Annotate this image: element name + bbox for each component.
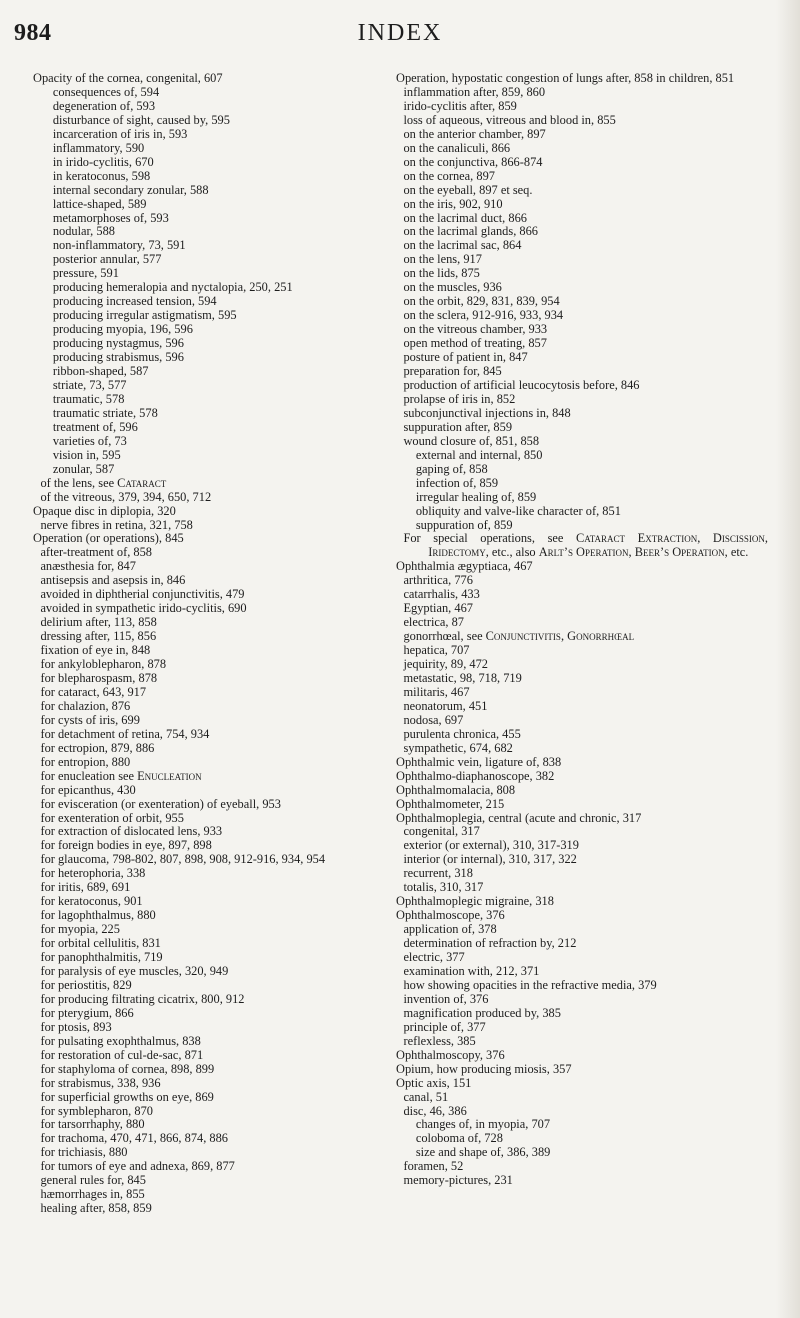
index-entry: zonular, 587 bbox=[52, 461, 115, 476]
index-entry: examination with, 212, 371 bbox=[403, 964, 540, 978]
index-entry: for paralysis of eye muscles, 320, 949 bbox=[40, 964, 229, 978]
index-entry: changes of, in myopia, 707 bbox=[415, 1117, 551, 1132]
index-entry: anæsthesia for, 847 bbox=[40, 559, 136, 574]
index-entry: producing strabismus, 596 bbox=[52, 350, 184, 365]
index-entry: determination of refraction by, 212 bbox=[403, 936, 577, 951]
index-entry: electric, 377 bbox=[403, 950, 465, 965]
index-entry: for producing filtrating cicatrix, 800, 912 bbox=[40, 991, 245, 1006]
index-entry: for lagophthalmus, 880 bbox=[40, 908, 156, 923]
index-entry: wound closure of, 851, 858 bbox=[403, 433, 540, 448]
index-entry: metastatic, 98, 718, 719 bbox=[403, 670, 522, 685]
index-entry: on the cornea, 897 bbox=[403, 168, 495, 183]
index-entry: for evisceration (or exenteration) of eyeball, 953 bbox=[40, 796, 281, 811]
index-entry: traumatic striate, 578 bbox=[52, 405, 158, 420]
index-entry: on the anterior chamber, 897 bbox=[403, 126, 546, 141]
index-entry: on the lacrimal glands, 866 bbox=[403, 224, 538, 239]
index-entry: for detachment of retina, 754, 934 bbox=[40, 726, 210, 741]
index-entry: Ophthalmoplegia, central (acute and chronic, 317 bbox=[396, 810, 642, 825]
running-title: INDEX bbox=[357, 20, 443, 46]
index-entry: principle of, 377 bbox=[403, 1019, 486, 1034]
index-entry: how showing opacities in the refractive media, 379 bbox=[403, 977, 657, 992]
index-entry: for epicanthus, 430 bbox=[40, 782, 136, 797]
index-entry: purulenta chronica, 455 bbox=[403, 726, 521, 741]
index-entry: nodular, 588 bbox=[52, 224, 115, 239]
index-entry: subconjunctival injections in, 848 bbox=[403, 405, 571, 420]
index-entry: totalis, 310, 317 bbox=[403, 880, 484, 895]
index-entry: for orbital cellulitis, 831 bbox=[40, 936, 161, 951]
index-entry: irido-cyclitis after, 859 bbox=[403, 98, 517, 113]
index-entry: Optic axis, 151 bbox=[396, 1075, 472, 1090]
index-entry: militaris, 467 bbox=[403, 684, 470, 699]
index-entry: vision in, 595 bbox=[52, 447, 121, 462]
index-entry: for ptosis, 893 bbox=[40, 1019, 112, 1034]
index-entry: producing irregular astigmatism, 595 bbox=[52, 308, 237, 323]
index-entry: nerve fibres in retina, 321, 758 bbox=[40, 517, 193, 532]
index-entry: Ophthalmoplegic migraine, 318 bbox=[396, 894, 554, 909]
index-entry: consequences of, 594 bbox=[52, 84, 160, 99]
index-entry: Ophthalmia ægyptiaca, 467 bbox=[396, 559, 533, 574]
index-entry: preparation for, 845 bbox=[403, 364, 502, 379]
index-entry: Opium, how producing miosis, 357 bbox=[396, 1061, 572, 1076]
index-entry: avoided in sympathetic irido-cyclitis, 690 bbox=[40, 601, 247, 616]
index-entry: for ankyloblepharon, 878 bbox=[40, 657, 167, 672]
index-entry: nodosa, 697 bbox=[403, 712, 464, 727]
index-entry: for periostitis, 829 bbox=[40, 977, 132, 992]
index-entry: internal secondary zonular, 588 bbox=[52, 182, 209, 197]
index-entry: on the iris, 902, 910 bbox=[403, 196, 503, 211]
index-entry: ribbon-shaped, 587 bbox=[52, 364, 149, 379]
index-entry: healing after, 858, 859 bbox=[40, 1201, 152, 1216]
index-entry: prolapse of iris in, 852 bbox=[403, 391, 516, 406]
index-entry: for foreign bodies in eye, 897, 898 bbox=[40, 838, 212, 853]
index-entry: gonorrhœal, see Conjunctivitis, Gonorrhœal bbox=[403, 629, 635, 644]
index-entry: degeneration of, 593 bbox=[52, 98, 156, 113]
index-entry: canal, 51 bbox=[403, 1089, 449, 1104]
index-entry: incarceration of iris in, 593 bbox=[52, 126, 188, 141]
index-entry: on the sclera, 912-916, 933, 934 bbox=[403, 308, 564, 323]
index-entry: arthritica, 776 bbox=[403, 573, 473, 588]
cross-reference: Enucleation bbox=[137, 768, 202, 783]
index-entry: disturbance of sight, caused by, 595 bbox=[52, 112, 230, 127]
index-entry: neonatorum, 451 bbox=[403, 698, 488, 713]
index-entry: on the lacrimal duct, 866 bbox=[403, 210, 527, 225]
index-entry: Ophthalmomalacia, 808 bbox=[396, 782, 516, 797]
index-entry: for pterygium, 866 bbox=[40, 1005, 134, 1020]
index-entry: exterior (or external), 310, 317-319 bbox=[403, 838, 579, 853]
index-entry: infection of, 859 bbox=[415, 475, 499, 490]
index-entry: gaping of, 858 bbox=[415, 461, 488, 476]
index-entry: producing increased tension, 594 bbox=[52, 294, 217, 309]
index-entry: congenital, 317 bbox=[403, 824, 480, 839]
index-entry: for cysts of iris, 699 bbox=[40, 712, 140, 727]
index-entry: on the orbit, 829, 831, 839, 954 bbox=[403, 294, 560, 309]
index-entry: Ophthalmo-diaphanoscope, 382 bbox=[396, 768, 555, 783]
index-entry: recurrent, 318 bbox=[403, 866, 473, 881]
index-entry: irregular healing of, 859 bbox=[415, 489, 537, 504]
index-entry: memory-pictures, 231 bbox=[403, 1173, 513, 1188]
index-entry: pressure, 591 bbox=[52, 266, 119, 281]
index-entry: for restoration of cul-de-sac, 871 bbox=[40, 1047, 204, 1062]
index-entry: for iritis, 689, 691 bbox=[40, 880, 131, 895]
index-entry: Ophthalmoscope, 376 bbox=[396, 908, 505, 923]
index-entry: on the lids, 875 bbox=[403, 266, 480, 281]
index-entry: for chalazion, 876 bbox=[40, 698, 131, 713]
index-column-right bbox=[396, 72, 768, 1188]
index-entry: obliquity and valve-like character of, 851 bbox=[415, 503, 621, 518]
index-entry: general rules for, 845 bbox=[40, 1173, 146, 1188]
index-entry: production of artificial leucocytosis before, 846 bbox=[403, 377, 640, 392]
index-entry: for ectropion, 879, 886 bbox=[40, 740, 155, 755]
index-entry: traumatic, 578 bbox=[52, 391, 125, 406]
page-number: 984 bbox=[14, 20, 52, 46]
index-entry: for panophthalmitis, 719 bbox=[40, 950, 163, 965]
index-entry: varieties of, 73 bbox=[52, 433, 127, 448]
index-entry: magnification produced by, 385 bbox=[403, 1005, 561, 1020]
index-entry: suppuration after, 859 bbox=[403, 419, 513, 434]
index-entry: on the conjunctiva, 866-874 bbox=[403, 154, 543, 169]
index-entry: size and shape of, 386, 389 bbox=[415, 1145, 551, 1160]
index-entry: avoided in diphtherial conjunctivitis, 479 bbox=[40, 587, 245, 602]
index-entry: electrica, 87 bbox=[403, 615, 464, 630]
index-entry: producing nystagmus, 596 bbox=[52, 336, 184, 351]
index-entry: for cataract, 643, 917 bbox=[40, 684, 147, 699]
index-entry: in irido-cyclitis, 670 bbox=[52, 154, 154, 169]
index-entry: striate, 73, 577 bbox=[52, 377, 127, 392]
index-entry: open method of treating, 857 bbox=[403, 336, 547, 351]
index-entry: Opacity of the cornea, congenital, 607 bbox=[33, 71, 223, 85]
index-entry: after-treatment of, 858 bbox=[40, 545, 152, 560]
index-entry: loss of aqueous, vitreous and blood in, 855 bbox=[403, 112, 616, 127]
index-entry: interior (or internal), 310, 317, 322 bbox=[403, 852, 577, 867]
index-entry: delirium after, 113, 858 bbox=[40, 615, 157, 630]
index-entry: on the canaliculi, 866 bbox=[403, 140, 511, 155]
index-entry: for symblepharon, 870 bbox=[40, 1103, 153, 1118]
index-entry: producing myopia, 196, 596 bbox=[52, 322, 193, 337]
index-entry: Operation, hypostatic congestion of lungs after, 858 in children, 851 bbox=[396, 71, 735, 85]
index-entry: on the vitreous chamber, 933 bbox=[403, 322, 548, 337]
index-entry: posterior annular, 577 bbox=[52, 252, 162, 267]
index-entry: producing hemeralopia and nyctalopia, 250, 251 bbox=[52, 280, 293, 295]
index-entry: of the vitreous, 379, 394, 650, 712 bbox=[40, 489, 212, 504]
index-entry: invention of, 376 bbox=[403, 991, 489, 1006]
index-entry: dressing after, 115, 856 bbox=[40, 629, 157, 644]
index-entry: on the muscles, 936 bbox=[403, 280, 502, 295]
index-entry: for glaucoma, 798-802, 807, 898, 908, 912-916, 934, 954 bbox=[40, 852, 326, 867]
page-edge-shadow bbox=[776, 0, 800, 1318]
index-entry: coloboma of, 728 bbox=[415, 1131, 503, 1146]
index-entry: for exenteration of orbit, 955 bbox=[40, 810, 184, 825]
index-entry: reflexless, 385 bbox=[403, 1033, 476, 1048]
index-entry: Opaque disc in diplopia, 320 bbox=[33, 503, 176, 518]
index-entry: metamorphoses of, 593 bbox=[52, 210, 169, 225]
index-entry: of the lens, see Cataract bbox=[40, 475, 167, 490]
index-entry: for blepharospasm, 878 bbox=[40, 670, 158, 685]
index-entry: Ophthalmoscopy, 376 bbox=[396, 1047, 505, 1062]
index-entry: for staphyloma of cornea, 898, 899 bbox=[40, 1061, 215, 1076]
index-entry: hæmorrhages in, 855 bbox=[40, 1187, 145, 1202]
index-entry: for entropion, 880 bbox=[40, 754, 131, 769]
index-entry: hepatica, 707 bbox=[403, 643, 470, 658]
index-entry: for enucleation see Enucleation bbox=[40, 768, 202, 783]
index-entry: treatment of, 596 bbox=[52, 419, 138, 434]
index-entry: For special operations, see Cataract Extraction, Discission, Iridectomy, etc., also Arlt’s Operation, Beer’s Operation, etc. bbox=[403, 531, 768, 560]
index-entry: lattice-shaped, 589 bbox=[52, 196, 147, 211]
index-entry: Ophthalmometer, 215 bbox=[396, 796, 505, 811]
index-entry: in keratoconus, 598 bbox=[52, 168, 151, 183]
index-entry: for strabismus, 338, 936 bbox=[40, 1075, 161, 1090]
index-entry: catarrhalis, 433 bbox=[403, 587, 480, 602]
index-entry: on the eyeball, 897 et seq. bbox=[403, 182, 533, 197]
index-entry: for tumors of eye and adnexa, 869, 877 bbox=[40, 1159, 235, 1174]
index-entry: for pulsating exophthalmus, 838 bbox=[40, 1033, 201, 1048]
cross-reference: Cataract bbox=[117, 475, 167, 490]
index-entry: on the lens, 917 bbox=[403, 252, 482, 267]
index-entry: inflammation after, 859, 860 bbox=[403, 84, 546, 99]
index-entry: Operation (or operations), 845 bbox=[33, 531, 184, 546]
index-entry: inflammatory, 590 bbox=[52, 140, 145, 155]
index-entry: for myopia, 225 bbox=[40, 922, 120, 937]
index-entry: for tarsorrhaphy, 880 bbox=[40, 1117, 145, 1132]
index-entry: Egyptian, 467 bbox=[403, 601, 473, 616]
index-column-left bbox=[33, 72, 363, 1216]
index-entry: non-inflammatory, 73, 591 bbox=[52, 238, 186, 253]
index-entry: for trichiasis, 880 bbox=[40, 1145, 128, 1160]
index-entry: fixation of eye in, 848 bbox=[40, 643, 151, 658]
index-entry: Ophthalmic vein, ligature of, 838 bbox=[396, 754, 562, 769]
index-entry: for keratoconus, 901 bbox=[40, 894, 143, 909]
index-entry: on the lacrimal sac, 864 bbox=[403, 238, 522, 253]
index-entry: antisepsis and asepsis in, 846 bbox=[40, 573, 186, 588]
index-entry: external and internal, 850 bbox=[415, 447, 543, 462]
index-entry: jequirity, 89, 472 bbox=[403, 657, 488, 672]
index-entry: suppuration of, 859 bbox=[415, 517, 513, 532]
index-entry: posture of patient in, 847 bbox=[403, 350, 528, 365]
index-entry: for extraction of dislocated lens, 933 bbox=[40, 824, 223, 839]
index-entry: foramen, 52 bbox=[403, 1159, 464, 1174]
index-entry: for trachoma, 470, 471, 866, 874, 886 bbox=[40, 1131, 228, 1146]
index-entry: for heterophoria, 338 bbox=[40, 866, 146, 881]
index-entry: application of, 378 bbox=[403, 922, 497, 937]
index-entry: sympathetic, 674, 682 bbox=[403, 740, 513, 755]
index-entry: for superficial growths on eye, 869 bbox=[40, 1089, 214, 1104]
index-entry: disc, 46, 386 bbox=[403, 1103, 467, 1118]
